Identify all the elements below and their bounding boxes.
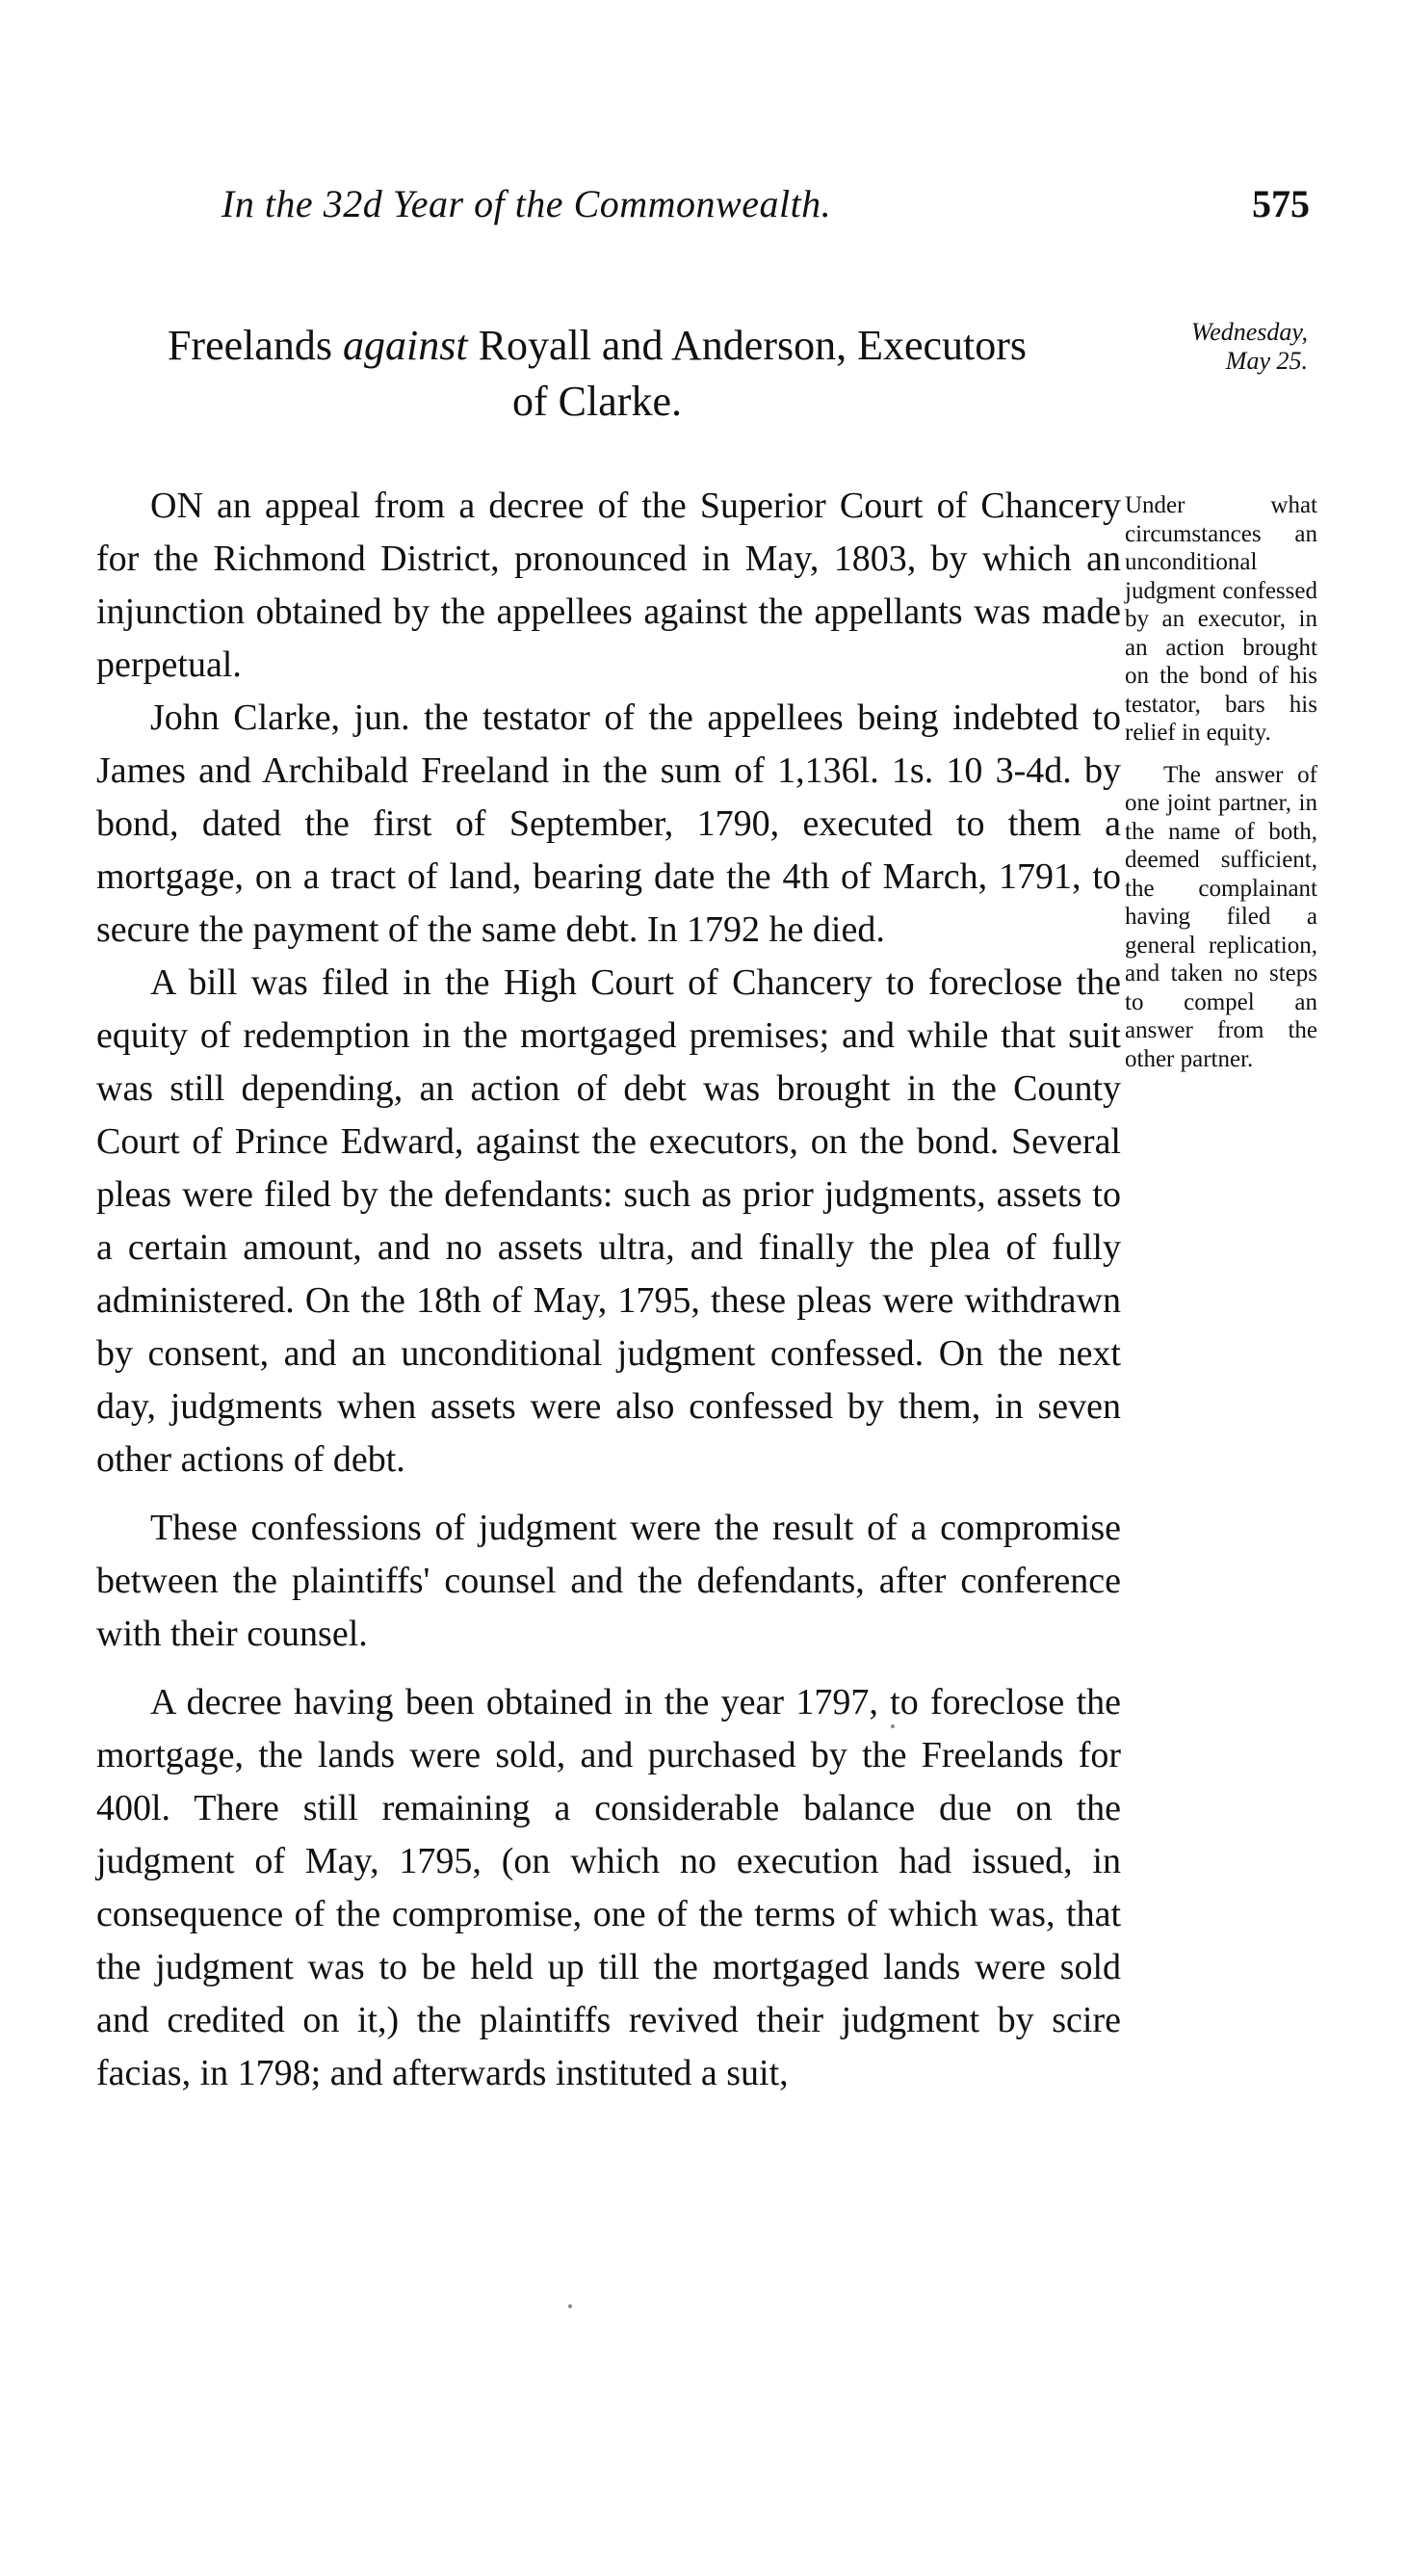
marginal-note-2: The answer of one joint partner, in the name of both, deemed sufficient, the complainant having filed a general replication, and taken no steps to compel an answer from the other partner. <box>1125 761 1317 1072</box>
running-title: In the 32d Year of the Commonwealth. <box>221 182 832 225</box>
paragraph-1: ON an appeal from a decree of the Superior Court of Chancery for the Richmond District, pronounced in May, 1803, by which an injunction obtained by the appellees against the appellants was made perpetual. <box>96 486 1121 685</box>
paragraph-5: A decree having been obtained in the year 1797, to foreclose the mortgage, the lands were sold, and purchased by the Freelands for 400l. There still remaining a considerable balance due on the judgment of May, 1795, (on which no execution had issued, in consequence of the compromise, one of the terms of which was, that the judgment was to be held up till the mortgaged lands were sold and credited on it,) the plaintiffs revived their judgment by scire facias, in 1798; and afterwards instituted a suit, <box>96 1682 1121 2093</box>
marginal-note-1: Under what circumstances an unconditional judgment confessed by an executor, in an action brought on the bond of his testator, bars his relief in equity. <box>1125 492 1317 746</box>
case-title-line2: of Clarke. <box>512 378 682 425</box>
case-against: against <box>343 322 468 369</box>
case-date-date: May 25. <box>1225 347 1308 375</box>
running-header <box>221 181 1310 239</box>
case-date <box>1115 318 1308 376</box>
case-party-plaintiff: Freelands <box>167 322 333 369</box>
print-speck <box>891 1724 895 1728</box>
main-text <box>96 480 1121 2100</box>
paragraph-2: John Clarke, jun. the testator of the appellees being indebted to James and Archibald Freeland in the sum of 1,136l. 1s. 10 3-4d. by bond, dated the first of September, 1790, executed to them a mortgage, on a tract of land, bearing date the 4th of March, 1791, to secure the payment of the same debt. In 1792 he died. <box>96 697 1121 950</box>
case-title-line1 <box>96 318 1098 374</box>
paragraph-4: These confessions of judgment were the result of a compromise between the plaintiffs' counsel and the defendants, after conference with their counsel. <box>96 1508 1121 1654</box>
case-date-day: Wednesday, <box>1190 318 1308 346</box>
case-party-defendant: Royall and Anderson, Executors <box>478 322 1028 369</box>
case-title <box>96 318 1098 430</box>
print-speck <box>568 2304 572 2308</box>
paragraph-3: A bill was filed in the High Court of Chancery to foreclose the equity of redemption in the mortgaged premises; and while that suit was still depending, an action of debt was brought in the County Court of Prince Edward, against the executors, on the bond. Several pleas were filed by the defendants: such as prior judgments, assets to a certain amount, and no assets ultra, and finally the plea of fully administered. On the 18th of May, 1795, these pleas were withdrawn by consent, and an unconditional judgment confessed. On the next day, judgments when assets were also confessed by them, in seven other actions of debt. <box>96 962 1121 1480</box>
marginal-note <box>1125 491 1317 1073</box>
page-number: 575 <box>1252 182 1310 225</box>
